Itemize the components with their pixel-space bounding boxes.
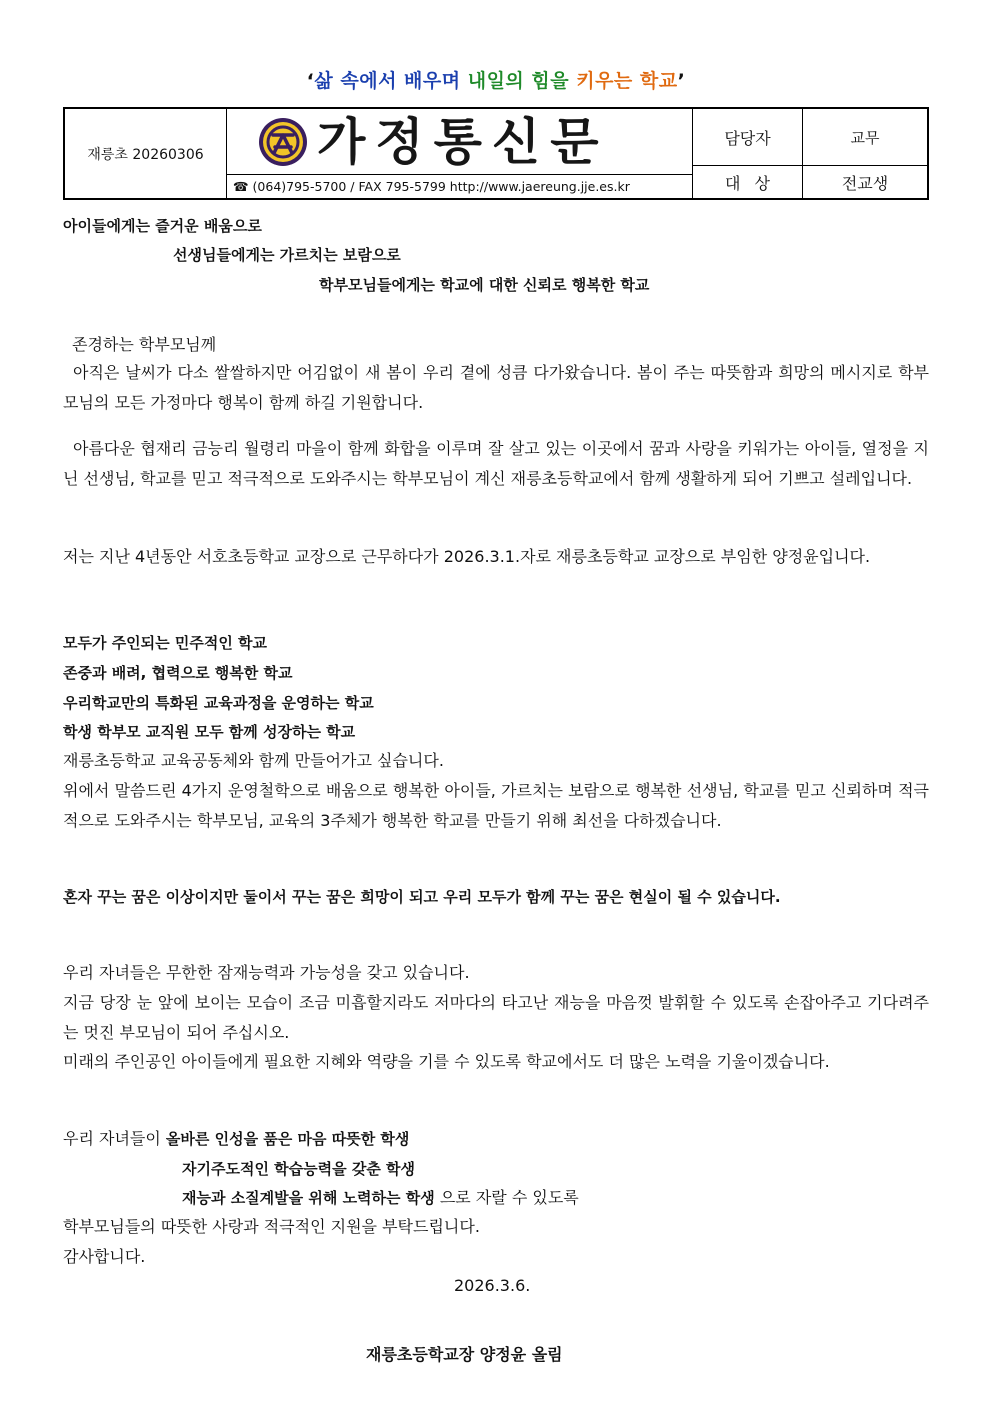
target-label: 대상 — [693, 166, 803, 198]
paragraph-text: 위에서 말씀드린 4가지 운영철학으로 배움으로 행복한 아이들, 가르치는 보람으로 행복한 선생님, 학교를 믿고 신뢰하며 적극적으로 도와주시는 학부모님, 교육의 3주체가 행복한 학교를 만들기 위해 최선을 다하겠습니다. — [63, 781, 929, 830]
letter-date: 2026.3.6. — [454, 1276, 531, 1295]
community-line: 재릉초등학교 교육공동체와 함께 만들어가고 싶습니다. — [63, 751, 444, 770]
motto-open-quote: ‘ — [306, 70, 315, 92]
slogan-line-1: 아이들에게는 즐거운 배움으로 — [63, 217, 262, 235]
motto-part3: 키우는 학교 — [576, 70, 678, 92]
school-seal-icon — [257, 116, 309, 168]
support-request: 학부모님들의 따뜻한 사랑과 적극적인 지원을 부탁드립니다. — [63, 1217, 480, 1236]
hope-item-1: 올바른 인성을 품은 마음 따뜻한 학생 — [165, 1130, 410, 1148]
thanks: 감사합니다. — [63, 1247, 146, 1266]
motto-part2: 내일의 힘을 — [467, 70, 577, 92]
slogan-line-3: 학부모님들에게는 학교에 대한 신뢰로 행복한 학교 — [319, 276, 650, 294]
paragraph-school-effort — [63, 1047, 929, 1077]
paragraph-text: 지금 당장 눈 앞에 보이는 모습이 조금 미흡할지라도 저마다의 타고난 재능을 마음껏 발휘할 수 있도록 손잡아주고 기다려주는 멋진 부모님이 되어 주십시오. — [63, 993, 929, 1042]
manager-label: 담당자 — [693, 109, 803, 166]
target-value: 전교생 — [841, 173, 889, 193]
potential-line: 우리 자녀들은 무한한 잠재능력과 가능성을 갖고 있습니다. — [63, 963, 470, 982]
slogan-line-2: 선생님들에게는 가르치는 보람으로 — [173, 246, 401, 264]
newsletter-header-table — [63, 107, 929, 200]
philosophy-item-1: 모두가 주인되는 민주적인 학교 — [63, 634, 268, 652]
school-motto — [0, 66, 992, 93]
motto-part1: 삶 속에서 배우며 — [314, 70, 468, 92]
paragraph-parents — [63, 988, 929, 1048]
hope-outro: 으로 자랄 수 있도록 — [434, 1188, 579, 1207]
paragraph-text: 혼자 꾸는 꿈은 이상이지만 둘이서 꾸는 꿈은 희망이 되고 우리 모두가 함께 꾸는 꿈은 현실이 될 수 있습니다. — [63, 888, 781, 906]
hope-item-3: 재능과 소질계발을 위해 노력하는 학생 — [182, 1189, 435, 1207]
paragraph-text: 저는 지난 4년동안 서호초등학교 교장으로 근무하다가 2026.3.1.자로 재릉초등학교 교장으로 부임한 양정윤입니다. — [63, 547, 871, 566]
paragraph-village — [63, 434, 929, 494]
philosophy-item-3: 우리학교만의 특화된 교육과정을 운영하는 학교 — [63, 694, 374, 712]
newsletter-title: 가정통신문 — [317, 111, 609, 171]
hope-line-1 — [63, 1124, 409, 1154]
contact-info: ☎ (064)795-5700 / FAX 795-5799 http://www.jaereung.jje.es.kr — [227, 175, 693, 198]
paragraph-text: 아름다운 협재리 금능리 월령리 마을이 함께 화합을 이루며 잘 살고 있는 이곳에서 꿈과 사랑을 키워가는 아이들, 열정을 지닌 선생님, 학교를 믿고 적극적으로 도와주시는 학부모님이 계신 재릉초등학교에서 함께 생활하게 되어 기쁘고 설레입니다. — [63, 439, 929, 488]
paragraph-introduction — [63, 542, 929, 572]
paragraph-text: 아직은 날씨가 다소 쌀쌀하지만 어김없이 새 봄이 우리 곁에 성큼 다가왔습니다. 봄이 주는 따뜻함과 희망의 메시지로 학부모님의 모든 가정마다 행복이 함께 하길 기원합니다. — [63, 363, 929, 412]
greeting: 존경하는 학부모님께 — [72, 335, 217, 354]
paragraph-spring — [63, 358, 929, 418]
newsletter-title-block — [227, 109, 693, 175]
hope-item-2: 자기주도적인 학습능력을 갖춘 학생 — [182, 1160, 416, 1178]
philosophy-item-2: 존중과 배려, 협력으로 행복한 학교 — [63, 664, 293, 682]
manager-value: 교무 — [803, 109, 927, 166]
signature: 재릉초등학교장 양정윤 올림 — [366, 1345, 563, 1364]
paragraph-commitment — [63, 776, 929, 836]
paragraph-text: 미래의 주인공인 아이들에게 필요한 지혜와 역량을 기를 수 있도록 학교에서도 더 많은 노력을 기울이겠습니다. — [63, 1052, 830, 1071]
dream-statement — [63, 882, 929, 912]
philosophy-item-4: 학생 학부모 교직원 모두 함께 성장하는 학교 — [63, 723, 356, 741]
hope-line-3 — [182, 1183, 579, 1213]
motto-close-quote: ’ — [677, 70, 686, 92]
hope-intro: 우리 자녀들이 — [63, 1129, 166, 1148]
document-number: 재릉초 20260306 — [65, 109, 227, 198]
